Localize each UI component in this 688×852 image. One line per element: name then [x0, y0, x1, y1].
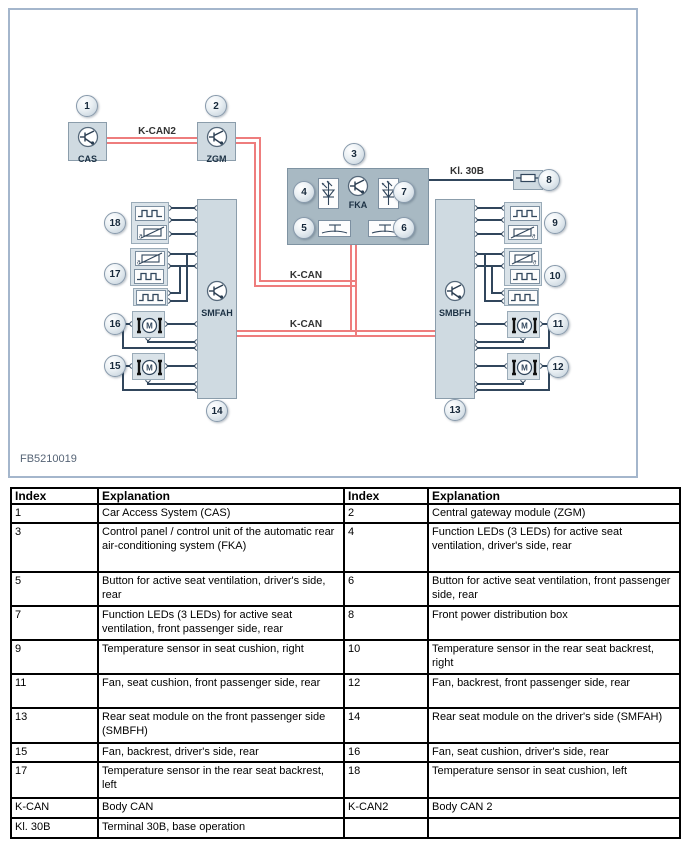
pulse-signal-icon	[135, 206, 165, 221]
explanation-cell: Fan, backrest, front passenger side, rear	[428, 674, 680, 708]
table-row	[11, 640, 680, 674]
fan-16-box	[132, 311, 165, 338]
table-row	[11, 743, 680, 762]
explanation-cell: Control panel / control unit of the automatic rear air-conditioning system (FKA)	[98, 523, 344, 572]
explanation-cell: Temperature sensor in the rear seat backrest, right	[428, 640, 680, 674]
index-header: Index	[344, 488, 428, 504]
explanation-cell: Body CAN 2	[428, 798, 680, 818]
index-badge-15: 15	[104, 355, 126, 377]
smbfh-module-label: SMBFH	[439, 308, 471, 318]
control-unit-icon	[444, 280, 466, 307]
index-cell: 18	[344, 762, 428, 798]
fan-15-box	[132, 353, 165, 380]
index-cell: 14	[344, 708, 428, 743]
thermistor-icon	[137, 225, 167, 240]
index-badge-1: 1	[76, 95, 98, 117]
explanation-cell: Rear seat module on the driver's side (SMFAH)	[428, 708, 680, 743]
legend-table	[10, 487, 681, 839]
index-cell: 10	[344, 640, 428, 674]
table-row	[11, 523, 680, 572]
index-badge-8: 8	[538, 169, 560, 191]
table-row	[11, 762, 680, 798]
explanation-cell: Function LEDs (3 LEDs) for active seat ventilation, front passenger side, rear	[98, 606, 344, 640]
explanation-cell: Car Access System (CAS)	[98, 504, 344, 523]
motor-icon	[511, 315, 538, 341]
cas-module-label: CAS	[77, 154, 97, 164]
index-cell: 13	[11, 708, 98, 743]
thermistor-icon	[135, 251, 165, 266]
control-unit-icon	[206, 126, 228, 153]
table-header-row	[11, 488, 680, 504]
explanation-cell: Temperature sensor in seat cushion, left	[428, 762, 680, 798]
motor-icon	[136, 315, 163, 341]
index-badge-3: 3	[343, 143, 365, 165]
pulse-signal-icon	[134, 269, 164, 284]
explanation-cell: Button for active seat ventilation, driver's side, rear	[98, 572, 344, 606]
motor-icon	[136, 357, 163, 383]
button-icon	[318, 220, 351, 237]
index-badge-6: 6	[393, 217, 415, 239]
svg-text:M: M	[146, 321, 153, 331]
index-badge-4: 4	[293, 181, 315, 203]
index-cell: 11	[11, 674, 98, 708]
index-cell: 9	[11, 640, 98, 674]
index-badge-16: 16	[104, 313, 126, 335]
control-unit-icon	[206, 280, 228, 307]
kl30b-label: Kl. 30B	[450, 166, 484, 177]
index-badge-2: 2	[205, 95, 227, 117]
explanation-cell: Terminal 30B, base operation	[98, 818, 344, 838]
svg-text:M: M	[521, 363, 528, 373]
index-cell: 7	[11, 606, 98, 640]
pulse-signal-icon	[136, 290, 166, 305]
explanation-cell: Fan, seat cushion, front passenger side, rear	[98, 674, 344, 708]
explanation-cell: Fan, backrest, driver's side, rear	[98, 743, 344, 762]
sensor-17-aux-box	[133, 288, 168, 306]
pulse-signal-icon	[508, 290, 538, 305]
svg-text:ϑ: ϑ	[137, 260, 141, 265]
temp-sensor-17-box	[130, 248, 168, 286]
index-header: Index	[11, 488, 98, 504]
kcan-bus-label-lower: K-CAN	[289, 319, 323, 330]
smfah-module-label: SMFAH	[201, 308, 233, 318]
explanation-header: Explanation	[428, 488, 680, 504]
table-row	[11, 708, 680, 743]
svg-text:ϑ: ϑ	[533, 260, 537, 265]
svg-text:ϑ: ϑ	[139, 234, 143, 239]
index-badge-14: 14	[206, 400, 228, 422]
table-row	[11, 572, 680, 606]
index-cell: 16	[344, 743, 428, 762]
index-cell: 12	[344, 674, 428, 708]
svg-text:M: M	[146, 363, 153, 373]
explanation-cell: Temperature sensor in seat cushion, right	[98, 640, 344, 674]
index-badge-13: 13	[444, 399, 466, 421]
pulse-signal-icon	[510, 269, 540, 284]
explanation-header: Explanation	[98, 488, 344, 504]
explanation-cell: Function LEDs (3 LEDs) for active seat ventilation, driver's side, rear	[428, 523, 680, 572]
index-cell: Kl. 30B	[11, 818, 98, 838]
svg-text:M: M	[521, 321, 528, 331]
wiring-diagram-panel	[8, 8, 638, 478]
temp-sensor-9-box	[504, 202, 542, 244]
explanation-cell: Fan, seat cushion, driver's side, rear	[428, 743, 680, 762]
index-cell	[344, 818, 428, 838]
thermistor-icon	[508, 225, 538, 240]
index-cell: K-CAN	[11, 798, 98, 818]
explanation-cell: Rear seat module on the front passenger side (SMBFH)	[98, 708, 344, 743]
index-cell: 1	[11, 504, 98, 523]
temp-sensor-18-box	[131, 202, 169, 244]
thermistor-icon	[509, 251, 539, 266]
kcan2-bus-label: K-CAN2	[138, 126, 176, 137]
sensor-10-aux-box	[504, 288, 539, 306]
table-row	[11, 818, 680, 838]
table-row	[11, 798, 680, 818]
zgm-module-label: ZGM	[206, 154, 227, 164]
motor-icon	[511, 357, 538, 383]
fka-module-label: FKA	[348, 200, 368, 210]
index-cell: 8	[344, 606, 428, 640]
index-badge-9: 9	[544, 212, 566, 234]
control-unit-icon	[347, 175, 369, 202]
index-badge-10: 10	[544, 265, 566, 287]
smbfh-module-box	[435, 199, 475, 399]
kcan-bus-label-upper: K-CAN	[289, 270, 323, 281]
index-badge-7: 7	[393, 181, 415, 203]
smfah-module-box	[197, 199, 237, 399]
figure-id: FB5210019	[20, 453, 77, 465]
fan-11-box	[507, 311, 540, 338]
pulse-signal-icon	[510, 206, 540, 221]
index-cell: K-CAN2	[344, 798, 428, 818]
control-unit-icon	[77, 126, 99, 153]
table-row	[11, 606, 680, 640]
cas-module-box	[68, 122, 107, 164]
index-cell: 3	[11, 523, 98, 572]
explanation-cell: Button for active seat ventilation, front passenger side, rear	[428, 572, 680, 606]
explanation-cell: Temperature sensor in the rear seat backrest, left	[98, 762, 344, 798]
index-badge-12: 12	[547, 356, 569, 378]
temp-sensor-10-box	[504, 248, 542, 286]
explanation-cell: Front power distribution box	[428, 606, 680, 640]
index-badge-17: 17	[104, 263, 126, 285]
explanation-cell: Central gateway module (ZGM)	[428, 504, 680, 523]
index-badge-5: 5	[293, 217, 315, 239]
explanation-cell	[428, 818, 680, 838]
explanation-cell: Body CAN	[98, 798, 344, 818]
index-cell: 5	[11, 572, 98, 606]
index-cell: 15	[11, 743, 98, 762]
svg-text:ϑ: ϑ	[532, 234, 536, 239]
index-cell: 17	[11, 762, 98, 798]
zgm-module-box	[197, 122, 236, 164]
index-badge-11: 11	[547, 313, 569, 335]
index-badge-18: 18	[104, 212, 126, 234]
index-cell: 2	[344, 504, 428, 523]
table-row	[11, 674, 680, 708]
table-row	[11, 504, 680, 523]
index-cell: 6	[344, 572, 428, 606]
fan-12-box	[507, 353, 540, 380]
index-cell: 4	[344, 523, 428, 572]
